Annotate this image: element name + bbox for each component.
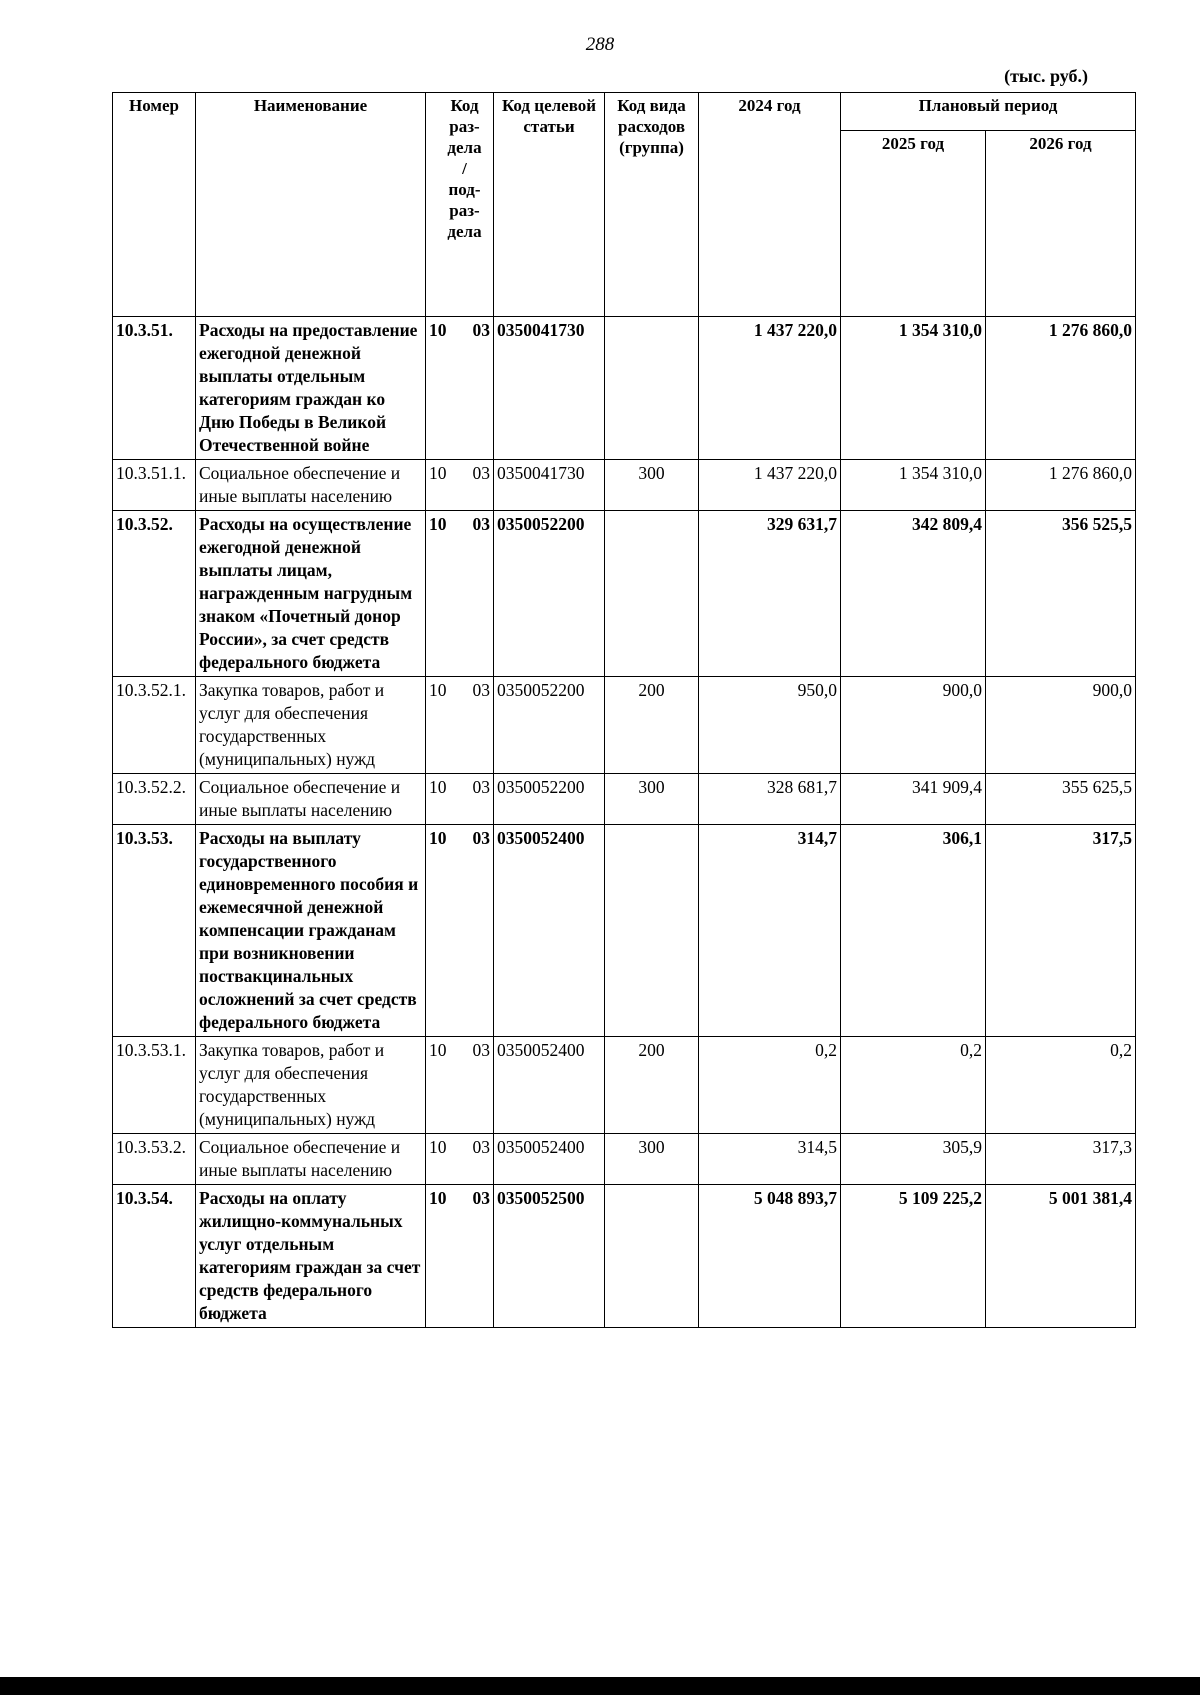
row-podrazdel: 03 xyxy=(472,828,490,848)
row-razdel: 10 xyxy=(429,777,447,797)
row-target-code: 0350041730 xyxy=(494,317,605,460)
row-razdel: 10 xyxy=(429,828,447,848)
row-expense-type: 200 xyxy=(605,1037,699,1134)
row-target-code: 0350041730 xyxy=(494,460,605,511)
table-row xyxy=(113,825,1136,1037)
row-expense-type: 300 xyxy=(605,460,699,511)
table-row xyxy=(113,774,1136,825)
row-razdel: 10 xyxy=(429,1040,447,1060)
row-value-2026: 900,0 xyxy=(986,677,1136,774)
row-value-2025: 1 354 310,0 xyxy=(841,460,986,511)
row-name: Расходы на оплату жилищно-коммунальных услуг отдельным категориям граждан за счет средств федерального бюджета xyxy=(196,1185,426,1328)
header-number: Номер xyxy=(113,93,196,317)
row-razdel: 10 xyxy=(429,1188,447,1208)
unit-label: (тыс. руб.) xyxy=(1004,66,1088,86)
row-number: 10.3.54. xyxy=(113,1185,196,1328)
table-row xyxy=(113,677,1136,774)
budget-table xyxy=(112,92,1136,1328)
row-razdel: 10 xyxy=(429,320,447,340)
row-value-2024: 1 437 220,0 xyxy=(699,460,841,511)
row-section-code xyxy=(426,511,494,677)
row-value-2024: 328 681,7 xyxy=(699,774,841,825)
row-value-2026: 1 276 860,0 xyxy=(986,317,1136,460)
row-value-2025: 305,9 xyxy=(841,1134,986,1185)
table-row xyxy=(113,460,1136,511)
row-value-2026: 0,2 xyxy=(986,1037,1136,1134)
row-podrazdel: 03 xyxy=(472,777,490,797)
row-value-2024: 1 437 220,0 xyxy=(699,317,841,460)
row-value-2024: 0,2 xyxy=(699,1037,841,1134)
header-year-2024: 2024 год xyxy=(699,93,841,317)
row-section-code xyxy=(426,460,494,511)
row-podrazdel: 03 xyxy=(472,1188,490,1208)
row-podrazdel: 03 xyxy=(472,680,490,700)
row-podrazdel: 03 xyxy=(472,463,490,483)
row-name: Социальное обеспечение и иные выплаты населению xyxy=(196,774,426,825)
row-value-2026: 355 625,5 xyxy=(986,774,1136,825)
row-expense-type: 300 xyxy=(605,774,699,825)
row-podrazdel: 03 xyxy=(472,514,490,534)
row-number: 10.3.53.2. xyxy=(113,1134,196,1185)
row-value-2026: 317,5 xyxy=(986,825,1136,1037)
row-value-2024: 314,5 xyxy=(699,1134,841,1185)
scan-bottom-bar xyxy=(0,1677,1200,1695)
header-year-2026: 2026 год xyxy=(986,131,1136,317)
row-razdel: 10 xyxy=(429,1137,447,1157)
row-section-code xyxy=(426,317,494,460)
row-value-2024: 950,0 xyxy=(699,677,841,774)
row-expense-type: 200 xyxy=(605,677,699,774)
table-row xyxy=(113,1134,1136,1185)
row-podrazdel: 03 xyxy=(472,1137,490,1157)
header-planned-period: Плановый период xyxy=(841,93,1136,131)
row-target-code: 0350052200 xyxy=(494,677,605,774)
table-row xyxy=(113,1037,1136,1134)
row-expense-type xyxy=(605,511,699,677)
row-target-code: 0350052200 xyxy=(494,774,605,825)
row-section-code xyxy=(426,1134,494,1185)
row-target-code: 0350052500 xyxy=(494,1185,605,1328)
table-body xyxy=(113,317,1136,1328)
row-value-2026: 317,3 xyxy=(986,1134,1136,1185)
header-year-2025: 2025 год xyxy=(841,131,986,317)
row-name: Расходы на предоставление ежегодной денежной выплаты отдельным категориям граждан ко Дню Победы в Великой Отечественной войне xyxy=(196,317,426,460)
row-value-2024: 314,7 xyxy=(699,825,841,1037)
row-expense-type xyxy=(605,317,699,460)
row-value-2026: 356 525,5 xyxy=(986,511,1136,677)
table-row xyxy=(113,511,1136,677)
row-podrazdel: 03 xyxy=(472,320,490,340)
row-name: Социальное обеспечение и иные выплаты населению xyxy=(196,460,426,511)
row-number: 10.3.53.1. xyxy=(113,1037,196,1134)
table-row xyxy=(113,317,1136,460)
row-razdel: 10 xyxy=(429,463,447,483)
row-target-code: 0350052400 xyxy=(494,825,605,1037)
table-row xyxy=(113,1185,1136,1328)
row-target-code: 0350052400 xyxy=(494,1037,605,1134)
row-section-code xyxy=(426,1037,494,1134)
page-number: 288 xyxy=(585,34,615,55)
row-razdel: 10 xyxy=(429,514,447,534)
row-number: 10.3.52.1. xyxy=(113,677,196,774)
row-section-code xyxy=(426,774,494,825)
row-name: Закупка товаров, работ и услуг для обеспечения государственных (муниципальных) нужд xyxy=(196,1037,426,1134)
row-name: Расходы на выплату государственного единовременного пособия и ежемесячной денежной компенсации гражданам при возникновении поствакцинальных осложнений за счет средств федерального бюджета xyxy=(196,825,426,1037)
row-number: 10.3.52. xyxy=(113,511,196,677)
row-number: 10.3.52.2. xyxy=(113,774,196,825)
row-value-2024: 5 048 893,7 xyxy=(699,1185,841,1328)
row-expense-type xyxy=(605,825,699,1037)
row-name: Расходы на осуществление ежегодной денежной выплаты лицам, награжденным нагрудным знаком «Почетный донор России», за счет средств федерального бюджета xyxy=(196,511,426,677)
row-number: 10.3.53. xyxy=(113,825,196,1037)
row-target-code: 0350052200 xyxy=(494,511,605,677)
header-target-code: Код целевой статьи xyxy=(494,93,605,317)
row-target-code: 0350052400 xyxy=(494,1134,605,1185)
row-podrazdel: 03 xyxy=(472,1040,490,1060)
row-value-2024: 329 631,7 xyxy=(699,511,841,677)
header-name: Наименование xyxy=(196,93,426,317)
row-razdel: 10 xyxy=(429,680,447,700)
row-number: 10.3.51. xyxy=(113,317,196,460)
row-section-code xyxy=(426,677,494,774)
row-section-code xyxy=(426,1185,494,1328)
row-section-code xyxy=(426,825,494,1037)
row-value-2025: 5 109 225,2 xyxy=(841,1185,986,1328)
row-value-2025: 900,0 xyxy=(841,677,986,774)
row-name: Социальное обеспечение и иные выплаты населению xyxy=(196,1134,426,1185)
row-value-2025: 1 354 310,0 xyxy=(841,317,986,460)
row-expense-type xyxy=(605,1185,699,1328)
row-value-2025: 306,1 xyxy=(841,825,986,1037)
row-name: Закупка товаров, работ и услуг для обеспечения государственных (муниципальных) нужд xyxy=(196,677,426,774)
row-value-2026: 1 276 860,0 xyxy=(986,460,1136,511)
row-value-2025: 342 809,4 xyxy=(841,511,986,677)
row-expense-type: 300 xyxy=(605,1134,699,1185)
row-number: 10.3.51.1. xyxy=(113,460,196,511)
row-value-2025: 0,2 xyxy=(841,1037,986,1134)
row-value-2026: 5 001 381,4 xyxy=(986,1185,1136,1328)
header-section-code: Код раз-дела/ под-раз-дела xyxy=(426,93,494,317)
row-value-2025: 341 909,4 xyxy=(841,774,986,825)
header-expense-type: Код вида расходов (группа) xyxy=(605,93,699,317)
